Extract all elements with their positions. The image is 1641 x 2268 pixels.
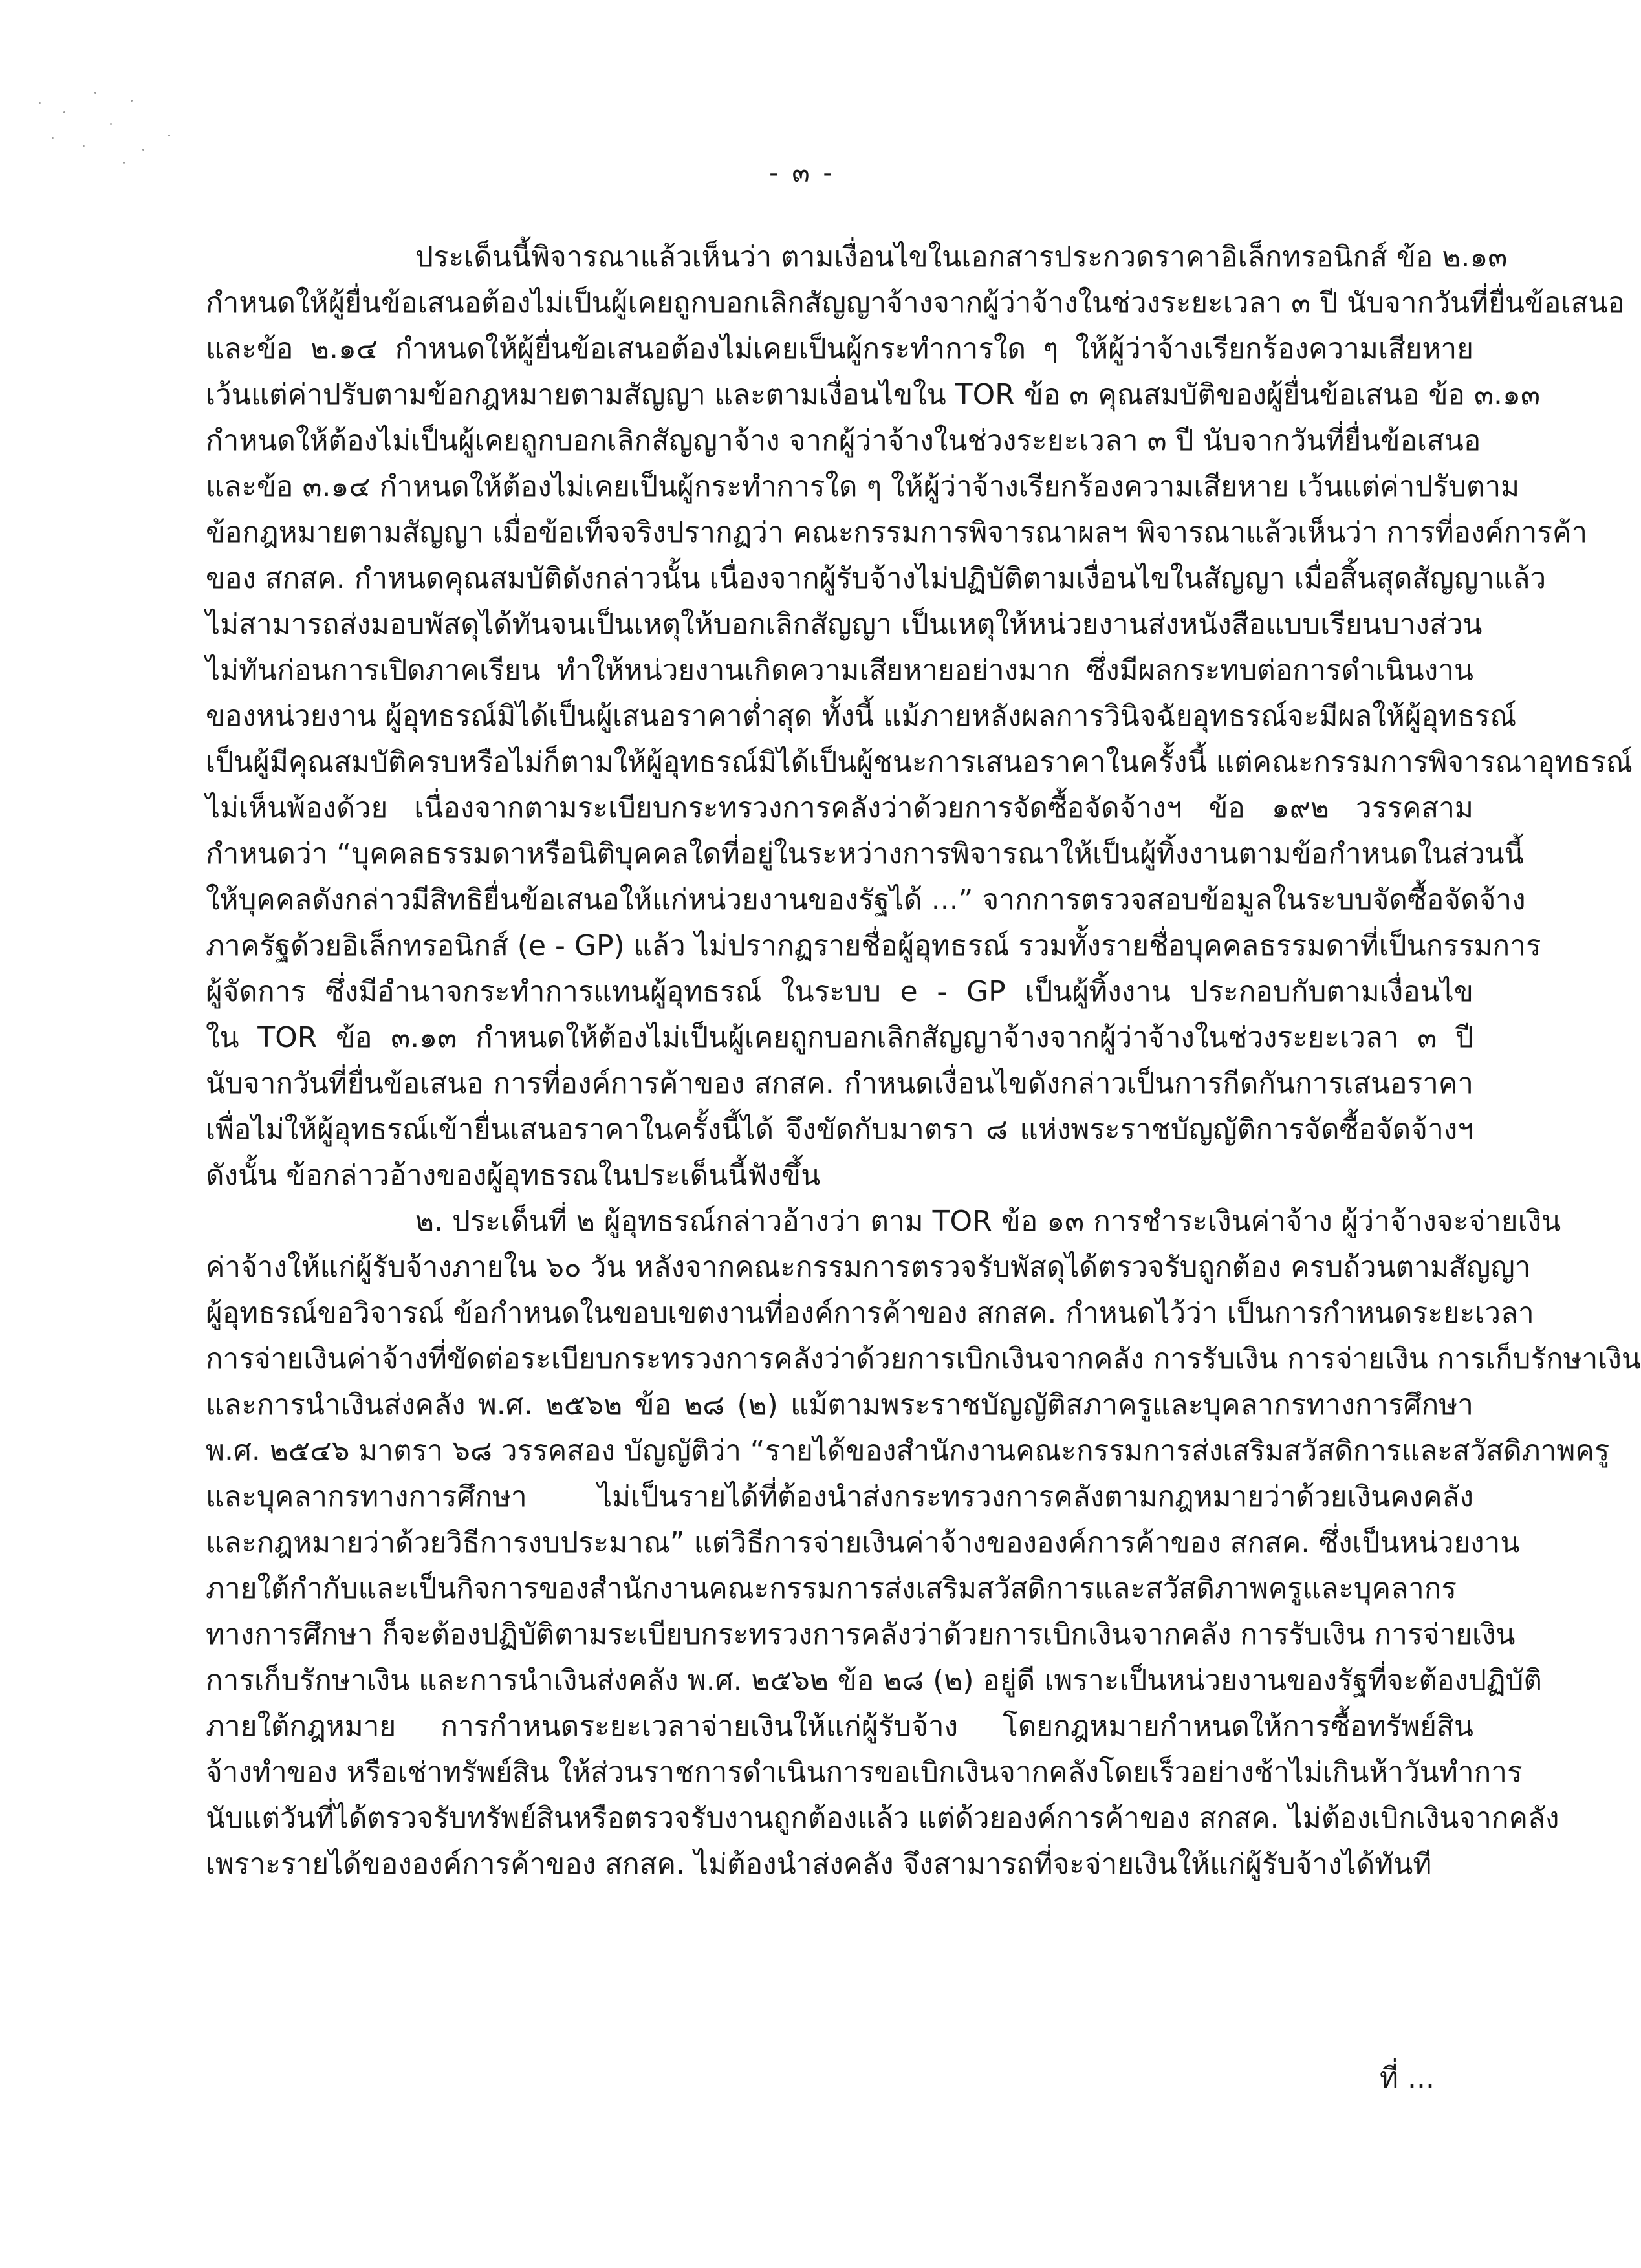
- paragraph-2-line: ผู้อุทธรณ์ขอวิจารณ์ ข้อกำหนดในขอบเขตงานที่องค์การค้าของ สกสค. กำหนดไว้ว่า เป็นการกำหนดระยะเวลา: [206, 1297, 1534, 1330]
- paragraph-2-line: พ.ศ. ๒๕๔๖ มาตรา ๖๘ วรรคสอง บัญญัติว่า “รายได้ของสำนักงานคณะกรรมการส่งเสริมสวัสดิการและสวัสดิภาพครู: [206, 1434, 1610, 1467]
- paragraph-1-line: ภาครัฐด้วยอิเล็กทรอนิกส์ (e - GP) แล้ว ไม่ปรากฏรายชื่อผู้อุทธรณ์ รวมทั้งรายชื่อบุคคลธรรมดาที่เป็นกรรมการ: [206, 929, 1541, 962]
- paragraph-1-line: ของ สกสค. กำหนดคุณสมบัติดังกล่าวนั้น เนื่องจากผู้รับจ้างไม่ปฏิบัติตามเงื่อนไขในสัญญา เมื่อสิ้นสุดสัญญาแล้ว: [206, 562, 1547, 595]
- paragraph-2-line: ภายใต้กฎหมาย การกำหนดระยะเวลาจ่ายเงินให้แก่ผู้รับจ้าง โดยกฎหมายกำหนดให้การซื้อทรัพย์สิน: [206, 1710, 1473, 1743]
- paragraph-2-line: จ้างทำของ หรือเช่าทรัพย์สิน ให้ส่วนราชการดำเนินการขอเบิกเงินจากคลังโดยเร็วอย่างช้าไม่เกินห้าวันทำการ: [206, 1756, 1523, 1789]
- page-number: - ๓ -: [769, 158, 835, 188]
- paragraph-1-line: กำหนดให้ต้องไม่เป็นผู้เคยถูกบอกเลิกสัญญาจ้าง จากผู้ว่าจ้างในช่วงระยะเวลา ๓ ปี นับจากวันที่ยื่นข้อเสนอ: [206, 424, 1481, 457]
- paragraph-2-line: และการนำเงินส่งคลัง พ.ศ. ๒๕๖๒ ข้อ ๒๘ (๒) แม้ตามพระราชบัญญัติสภาครูและบุคลากรทางการศึกษา: [206, 1388, 1473, 1421]
- paragraph-2-line: นับแต่วันที่ได้ตรวจรับทรัพย์สินหรือตรวจรับงานถูกต้องแล้ว แต่ด้วยองค์การค้าของ สกสค. ไม่ต้องเบิกเงินจากคลัง: [206, 1802, 1559, 1835]
- paragraph-2-line: และกฎหมายว่าด้วยวิธีการงบประมาณ” แต่วิธีการจ่ายเงินค่าจ้างขององค์การค้าของ สกสค. ซึ่งเป็นหน่วยงาน: [206, 1526, 1520, 1559]
- paragraph-2-line: ๒. ประเด็นที่ ๒ ผู้อุทธรณ์กล่าวอ้างว่า ตาม TOR ข้อ ๑๓ การชำระเงินค่าจ้าง ผู้ว่าจ้างจะจ่ายเงิน: [415, 1205, 1561, 1238]
- paragraph-1-line: และข้อ ๓.๑๔ กำหนดให้ต้องไม่เคยเป็นผู้กระทำการใด ๆ ให้ผู้ว่าจ้างเรียกร้องความเสียหาย เว้นแต่ค่าปรับตาม: [206, 470, 1520, 503]
- paragraph-1-line: เป็นผู้มีคุณสมบัติครบหรือไม่ก็ตามให้ผู้อุทธรณ์มิได้เป็นผู้ชนะการเสนอราคาในครั้งนี้ แต่คณะกรรมการพิจารณาอุทธรณ์: [206, 746, 1633, 779]
- paragraph-1-line: ของหน่วยงาน ผู้อุทธรณ์มิได้เป็นผู้เสนอราคาต่ำสุด ทั้งนี้ แม้ภายหลังผลการวินิจฉัยอุทธรณ์จะมีผลให้ผู้อุทธรณ์: [206, 700, 1517, 733]
- continuation-marker: ที่ ...: [1380, 2062, 1435, 2095]
- paragraph-1-line: กำหนดว่า “บุคคลธรรมดาหรือนิติบุคคลใดที่อยู่ในระหว่างการพิจารณาให้เป็นผู้ทิ้งงานตามข้อกำหนดในส่วนนี้: [206, 837, 1524, 870]
- paragraph-1-line: เพื่อไม่ให้ผู้อุทธรณ์เข้ายื่นเสนอราคาในครั้งนี้ได้ จึงขัดกับมาตรา ๘ แห่งพระราชบัญญัติการจัดซื้อจัดจ้างฯ: [206, 1113, 1473, 1146]
- paragraph-1-line: กำหนดให้ผู้ยื่นข้อเสนอต้องไม่เป็นผู้เคยถูกบอกเลิกสัญญาจ้างจากผู้ว่าจ้างในช่วงระยะเวลา ๓ ปี นับจากวันที่ยื่นข้อเสนอ: [206, 286, 1625, 319]
- paragraph-1-line: เว้นแต่ค่าปรับตามข้อกฎหมายตามสัญญา และตามเงื่อนไขใน TOR ข้อ ๓ คุณสมบัติของผู้ยื่นข้อเสนอ ข้อ ๓.๑๓: [206, 378, 1541, 411]
- paragraph-2-line: และบุคลากรทางการศึกษา ไม่เป็นรายได้ที่ต้องนำส่งกระทรวงการคลังตามกฎหมายว่าด้วยเงินคงคลัง: [206, 1480, 1473, 1513]
- paragraph-1-line: ไม่ทันก่อนการเปิดภาคเรียน ทำให้หน่วยงานเกิดความเสียหายอย่างมาก ซึ่งมีผลกระทบต่อการดำเนินงาน: [206, 654, 1473, 687]
- paragraph-2-line: การเก็บรักษาเงิน และการนำเงินส่งคลัง พ.ศ. ๒๕๖๒ ข้อ ๒๘ (๒) อยู่ดี เพราะเป็นหน่วยงานของรัฐที่จะต้องปฏิบัติ: [206, 1664, 1543, 1697]
- paragraph-1-line: ไม่เห็นพ้องด้วย เนื่องจากตามระเบียบกระทรวงการคลังว่าด้วยการจัดซื้อจัดจ้างฯ ข้อ ๑๙๒ วรรคสาม: [206, 792, 1473, 825]
- paragraph-1-line: ผู้จัดการ ซึ่งมีอำนาจกระทำการแทนผู้อุทธรณ์ ในระบบ e - GP เป็นผู้ทิ้งงาน ประกอบกับตามเงื่อนไข: [206, 975, 1473, 1008]
- paragraph-1-line: ข้อกฎหมายตามสัญญา เมื่อข้อเท็จจริงปรากฏว่า คณะกรรมการพิจารณาผลฯ พิจารณาแล้วเห็นว่า การที่องค์การค้า: [206, 516, 1588, 549]
- paragraph-1-line: ใน TOR ข้อ ๓.๑๓ กำหนดให้ต้องไม่เป็นผู้เคยถูกบอกเลิกสัญญาจ้างจากผู้ว่าจ้างในช่วงระยะเวลา ๓ ปี: [206, 1021, 1473, 1054]
- paragraph-1-line: ดังนั้น ข้อกล่าวอ้างของผู้อุทธรณในประเด็นนี้ฟังขึ้น: [206, 1159, 821, 1192]
- document-body: [206, 234, 1641, 1887]
- paragraph-2-line: การจ่ายเงินค่าจ้างที่ขัดต่อระเบียบกระทรวงการคลังว่าด้วยการเบิกเงินจากคลัง การรับเงิน การจ่ายเงิน การเก็บรักษาเงิน: [206, 1343, 1641, 1376]
- paragraph-1-line: ไม่สามารถส่งมอบพัสดุได้ทันจนเป็นเหตุให้บอกเลิกสัญญา เป็นเหตุให้หน่วยงานส่งหนังสือแบบเรียนบางส่วน: [206, 608, 1483, 641]
- paragraph-1-line: และข้อ ๒.๑๔ กำหนดให้ผู้ยื่นข้อเสนอต้องไม่เคยเป็นผู้กระทำการใด ๆ ให้ผู้ว่าจ้างเรียกร้องความเสียหาย: [206, 332, 1473, 365]
- paragraph-2-line: ค่าจ้างให้แก่ผู้รับจ้างภายใน ๖๐ วัน หลังจากคณะกรรมการตรวจรับพัสดุได้ตรวจรับถูกต้อง ครบถ้วนตามสัญญา: [206, 1251, 1531, 1284]
- paragraph-1-line: นับจากวันที่ยื่นข้อเสนอ การที่องค์การค้าของ สกสค. กำหนดเงื่อนไขดังกล่าวเป็นการกีดกันการเสนอราคา: [206, 1067, 1473, 1100]
- paragraph-2-line: ทางการศึกษา ก็จะต้องปฏิบัติตามระเบียบกระทรวงการคลังว่าด้วยการเบิกเงินจากคลัง การรับเงิน การจ่ายเงิน: [206, 1618, 1516, 1651]
- paragraph-2-line: เพราะรายได้ขององค์การค้าของ สกสค. ไม่ต้องนำส่งคลัง จึงสามารถที่จะจ่ายเงินให้แก่ผู้รับจ้างได้ทันที: [206, 1848, 1432, 1881]
- paragraph-2-line: ภายใต้กำกับและเป็นกิจการของสำนักงานคณะกรรมการส่งเสริมสวัสดิการและสวัสดิภาพครูและบุคลากร: [206, 1572, 1457, 1605]
- paragraph-1-line: ประเด็นนี้พิจารณาแล้วเห็นว่า ตามเงื่อนไขในเอกสารประกวดราคาอิเล็กทรอนิกส์ ข้อ ๒.๑๓: [415, 241, 1508, 274]
- paragraph-1-line: ให้บุคคลดังกล่าวมีสิทธิยื่นข้อเสนอให้แก่หน่วยงานของรัฐได้ ...” จากการตรวจสอบข้อมูลในระบบจัดซื้อจัดจ้าง: [206, 883, 1526, 916]
